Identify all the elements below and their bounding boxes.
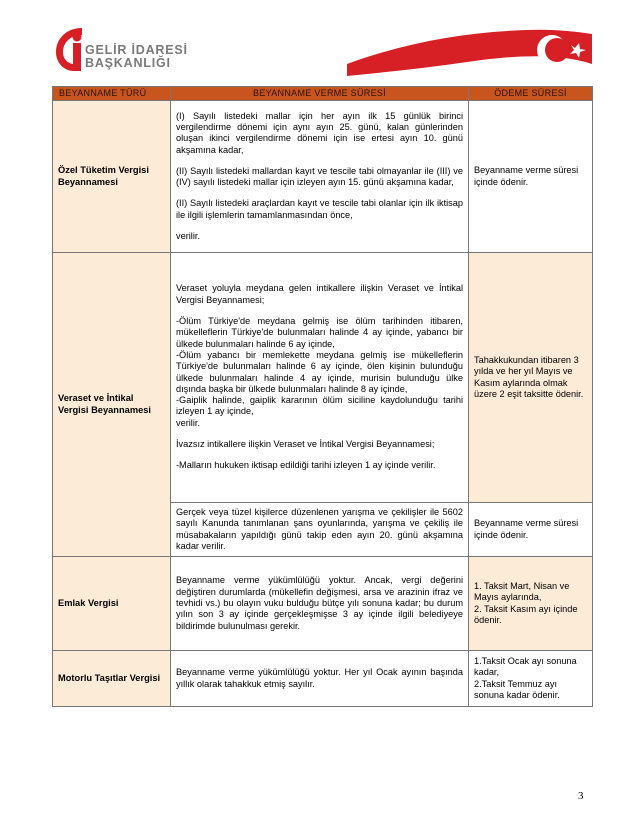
row-payment-emlak	[469, 557, 593, 651]
paragraph: İvazsız intikallere ilişkin Veraset ve İntikal Vergisi Beyannamesi;	[176, 438, 435, 449]
payment-line: 2.Taksit Temmuz ayı sonuna kadar ödenir.	[474, 678, 560, 700]
paragraph: (II) Sayılı listedeki araçlardan kayıt ve tescile tabi olanlar için ilk iktisap ile ilgili işlemlerin tamamlanmasından önce,	[176, 198, 463, 220]
flag-banner-icon	[347, 24, 592, 84]
header-payment-period: ÖDEME SÜRESİ	[469, 87, 593, 101]
page-number: 3	[578, 790, 584, 802]
page-header	[52, 24, 592, 82]
row-desc-veraset	[171, 253, 469, 503]
table-row	[53, 651, 593, 707]
paragraph: Veraset yoluyla meydana gelen intikallere ilişkin Veraset ve İntikal Vergisi Beyannamesi;	[176, 283, 463, 305]
row-payment-veraset: Tahakkukundan itibaren 3 yılda ve her yıl Mayıs ve Kasım aylarında olmak üzere 2 eşit taksitte ödenir.	[469, 253, 593, 503]
row-type-emlak: Emlak Vergisi	[53, 557, 171, 651]
header-filing-period: BEYANNAME VERME SÜRESİ	[171, 87, 469, 101]
logo-line-2: BAŞKANLIĞI	[85, 56, 171, 70]
row-payment-mtv	[469, 651, 593, 707]
row-type-veraset: Veraset ve İntikal Vergisi Beyannamesi	[53, 253, 171, 557]
paragraph: -Gaiplik halinde, gaiplik kararının ölüm siciline kaydolunduğu tarihi izleyen 1 ay içinde,	[176, 395, 463, 417]
paragraph: verilir.	[176, 231, 200, 242]
table-row	[53, 101, 593, 253]
payment-line: 1. Taksit Mart, Nisan ve Mayıs aylarında,	[474, 581, 570, 603]
paragraph: verilir.	[176, 417, 200, 428]
paragraph: (I) Sayılı listedeki mallar için her ayın ilk 15 günlük birinci vergilendirme dönemi için aynı ayın 25. günü, kalan günlerinden oluşan ikinci vergilendirme dönemi için ise ertesi ayın 10. günü akşamına kadar,	[176, 110, 463, 155]
paragraph: -Ölüm yabancı bir memlekette meydana gelmiş ise mükelleflerin Türkiye'de bulunmaları halinde 6 ay içinde, ölen kişinin bulunduğu ülkede bulunmaları halinde 4 ay içinde, murisin bulunduğu ülke dışında başka bir ülkede bulunmaları halinde 8 ay içinde,	[176, 349, 463, 394]
paragraph: -Ölüm Türkiye'de meydana gelmiş ise ölüm tarihinden itibaren, mükelleflerin Türkiye'de bulunmaları halinde 4 ay içinde, yabancı bir ülkede bulunmaları halinde 6 ay içinde,	[176, 316, 463, 349]
header-declaration-type: BEYANNAME TÜRÜ	[53, 87, 171, 101]
row-payment-lottery: Beyanname verme süresi içinde ödenir.	[469, 503, 593, 557]
paragraph: (II) Sayılı listedeki mallardan kayıt ve tescile tabi olmayanlar ile (III) ve (IV) sayılı listedeki mallar için izleyen ayın 15. günü akşamına kadar,	[176, 165, 463, 188]
payment-line: 2. Taksit Kasım ayı içinde ödenir.	[474, 603, 578, 625]
table-row	[53, 253, 593, 503]
logo-text	[85, 44, 188, 70]
row-desc-mtv: Beyanname verme yükümlülüğü yoktur. Her yıl Ocak ayının başında yıllık olarak tahakkuk etmiş sayılır.	[171, 651, 469, 707]
logo-line-1: GELİR İDARESİ	[85, 43, 188, 57]
row-desc-emlak: Beyanname verme yükümlülüğü yoktur. Ancak, vergi değerini değiştiren durumlarda (mükellefin değişmesi, arsa ve arazinin ifraz ve tevhidi vs.) bu olayın vuku bulduğu bütçe yılı sonuna kadar; bu durum yılın son 3 ay içinde gerçekleşmişse 3 ay içinde ilgili belediyeye bildirimde bulunulması gerekir.	[171, 557, 469, 651]
row-desc-lottery: Gerçek veya tüzel kişilerce düzenlenen yarışma ve çekilişler ile 5602 sayılı Kanunda tanımlanan şans oyunlarında, yarışma ve çekiliş ile müsabakaların yapıldığı günü takip eden ayın 20. günü akşamına kadar verilir.	[171, 503, 469, 557]
payment-line: 1.Taksit Ocak ayı sonuna kadar,	[474, 656, 577, 678]
row-type-mtv: Motorlu Taşıtlar Vergisi	[53, 651, 171, 707]
row-payment-otv: Beyanname verme süresi içinde ödenir.	[469, 101, 593, 253]
row-type-otv: Özel Tüketim Vergisi Beyannamesi	[53, 101, 171, 253]
table-row	[53, 557, 593, 651]
row-desc-otv	[171, 101, 469, 253]
table-header-row	[53, 87, 593, 101]
paragraph: -Malların hukuken iktisap edildiği tarihi izleyen 1 ay içinde verilir.	[176, 460, 436, 471]
tax-declaration-table	[52, 86, 593, 707]
